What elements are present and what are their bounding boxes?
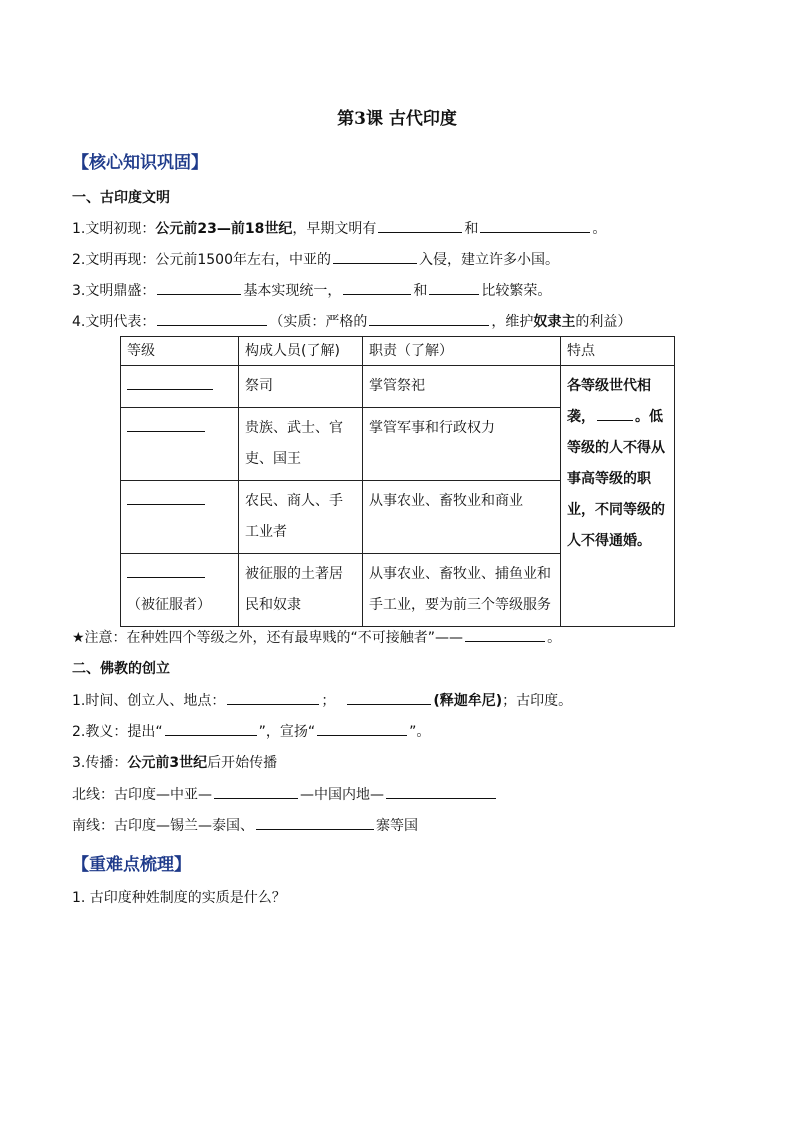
answer-blank[interactable] (127, 415, 205, 432)
duty-cell: 掌管祭祀 (363, 366, 561, 408)
answer-blank[interactable] (369, 311, 489, 326)
answer-blank[interactable] (157, 280, 241, 295)
people-cell: 被征服的土著居民和奴隶 (239, 554, 363, 627)
item-1: 1.文明初现：公元前23—前18世纪，早期文明有 和 。 (72, 218, 606, 238)
answer-blank[interactable] (165, 721, 257, 736)
item-2: 2.文明再现：公元前1500年左右，中亚的 入侵，建立许多小国。 (72, 249, 559, 269)
answer-blank[interactable] (227, 690, 319, 705)
people-cell: 贵族、武士、官吏、国王 (239, 408, 363, 481)
item-4: 4.文明代表： （实质：严格的 ，维护奴隶主的利益） (72, 311, 631, 331)
answer-blank[interactable] (127, 561, 205, 578)
level-cell (121, 408, 239, 481)
section-heading-core: 【核心知识巩固】 (72, 153, 208, 173)
north-route: 北线：古印度—中亚— —中国内地— (72, 784, 498, 804)
duty-cell: 掌管军事和行政权力 (363, 408, 561, 481)
answer-blank[interactable] (127, 373, 213, 390)
header-cell: 构成人员(了解) (239, 337, 363, 366)
feature-cell: 各等级世代相袭， 。低等级的人不得从事高等级的职业，不同等级的人不得通婚。 (561, 366, 675, 627)
buddhism-item-1: 1.时间、创立人、地点： ； (释迦牟尼)；古印度。 (72, 690, 572, 710)
people-cell: 祭司 (239, 366, 363, 408)
answer-blank[interactable] (333, 249, 417, 264)
level-cell: （被征服者） (121, 554, 239, 627)
answer-blank[interactable] (317, 721, 407, 736)
caste-table (120, 336, 675, 627)
note-untouchables: ★注意：在种姓四个等级之外，还有最卑贱的“不可接触者”—— 。 (72, 627, 561, 647)
buddhism-item-2: 2.教义：提出“ ”，宣扬“ ”。 (72, 721, 430, 741)
answer-blank[interactable] (347, 690, 431, 705)
south-route: 南线：古印度—锡兰—泰国、 寨等国 (72, 815, 418, 835)
answer-blank[interactable] (214, 784, 298, 799)
answer-blank[interactable] (157, 311, 267, 326)
duty-cell: 从事农业、畜牧业和商业 (363, 481, 561, 554)
table-header-row (121, 337, 675, 366)
level-cell (121, 366, 239, 408)
level-cell (121, 481, 239, 554)
header-cell: 特点 (561, 337, 675, 366)
header-cell: 等级 (121, 337, 239, 366)
duty-cell: 从事农业、畜牧业、捕鱼业和手工业，要为前三个等级服务 (363, 554, 561, 627)
answer-blank[interactable] (256, 815, 374, 830)
table-row (121, 366, 675, 408)
answer-blank[interactable] (597, 406, 633, 421)
item-3: 3.文明鼎盛： 基本实现统一， 和 比较繁荣。 (72, 280, 551, 300)
answer-blank[interactable] (429, 280, 479, 295)
part1-heading: 一、古印度文明 (72, 190, 170, 206)
buddhism-item-3: 3.传播：公元前3世纪后开始传播 (72, 755, 278, 771)
people-cell: 农民、商人、手工业者 (239, 481, 363, 554)
answer-blank[interactable] (343, 280, 411, 295)
question-1: 1. 古印度种姓制度的实质是什么？ (72, 890, 286, 906)
answer-blank[interactable] (378, 218, 462, 233)
section-heading-key-points: 【重难点梳理】 (72, 855, 191, 875)
answer-blank[interactable] (127, 488, 205, 505)
answer-blank[interactable] (465, 627, 545, 642)
answer-blank[interactable] (480, 218, 590, 233)
page-title: 第3课 古代印度 (337, 109, 457, 129)
header-cell: 职责（了解） (363, 337, 561, 366)
answer-blank[interactable] (386, 784, 496, 799)
part2-heading: 二、佛教的创立 (72, 661, 170, 677)
